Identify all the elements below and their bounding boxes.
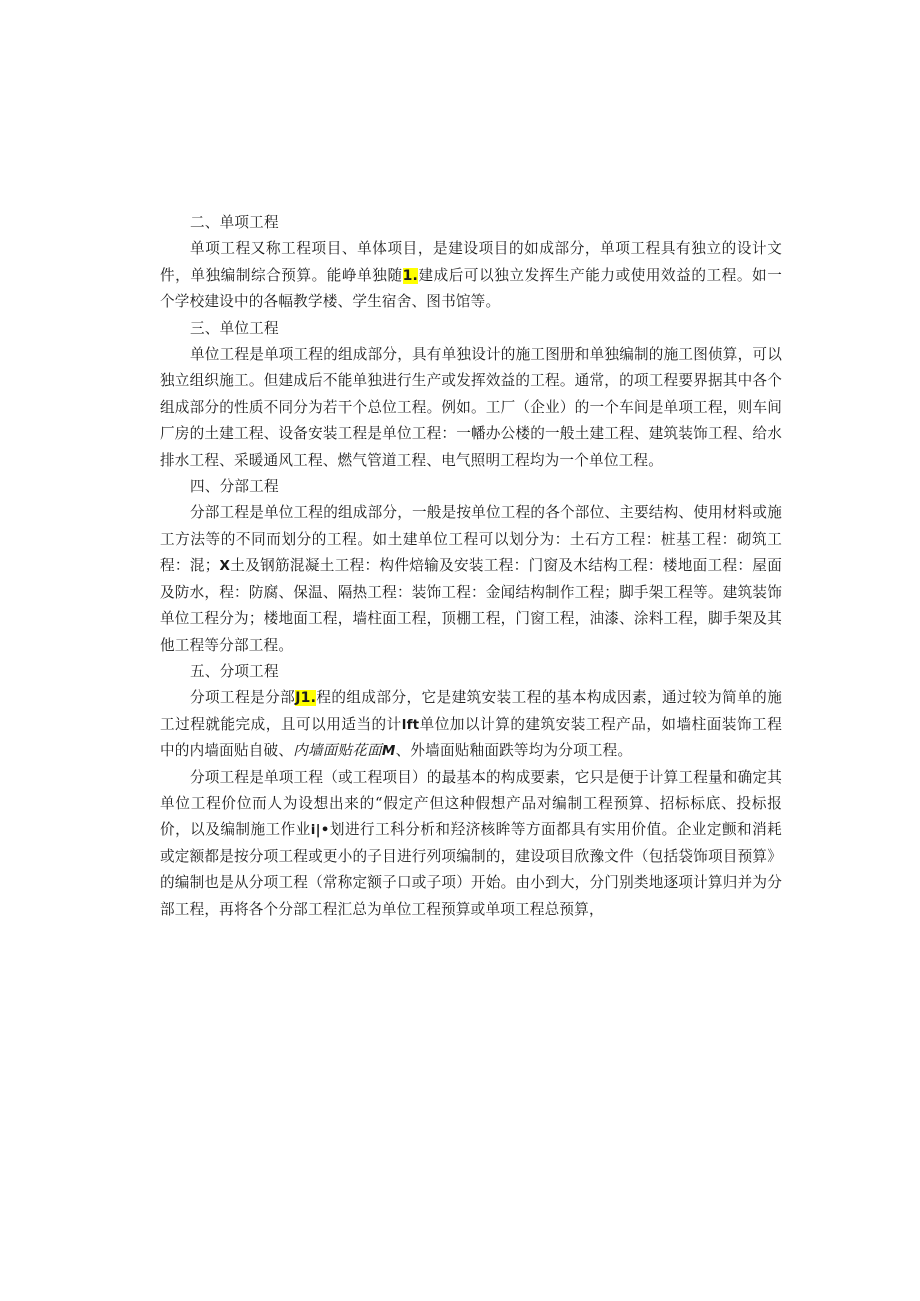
- paragraph-subitem-project: [160, 685, 782, 764]
- text-run: 分项工程是分部: [190, 689, 296, 707]
- paragraph-division-project: [160, 500, 782, 658]
- document-body: [160, 210, 782, 923]
- italic-bold-fragment: M: [381, 743, 396, 760]
- section-heading-5: 五、分项工程: [190, 662, 279, 680]
- section-heading-2: 二、单项工程: [190, 214, 279, 231]
- italic-fragment: 内墙面贴花面: [293, 742, 382, 760]
- section-heading-3: 三、单位工程: [190, 319, 279, 337]
- text-run: 单位加以计算的建筑安装工程产品，如墙柱面装饰工程中的内墙面贴自破、: [160, 715, 782, 760]
- text-run: 分项工程是单项工程（或工程项目）的最基本的构成要素，它只是便于计算工程量和确定其单位工程价位而人为设想出来的“假定产但这种假想产品对编制工程预算、招标标底、投标报价，以及编制施工作业: [160, 768, 782, 839]
- paragraph-subitem-basic-element: [160, 765, 782, 923]
- section-heading-4: 四、分部工程: [190, 478, 279, 496]
- bold-fragment: lft: [401, 716, 420, 733]
- text-run: 、外墙面贴釉面跌等均为分项工程。: [395, 742, 633, 760]
- bold-fragment: i|•: [310, 822, 330, 839]
- text-run: 程的组成部分，它是建筑安装工程的基本构成因素，通过较为简单的施工过程就能完成，且可以用适当的计: [160, 689, 783, 733]
- paragraph-unit-project: 单位工程是单项工程的组成部分，具有单独设计的施工图册和单独编制的施工图侦算，可以独立组织施工。但建成后不能单独进行生产或发挥效益的工程。通常，的项工程要界据其中各个组成部分的性质不同分为若干个总位工程。例如。工厂（企业）的一个车间是单项工程，则车间厂房的土建工程、设备安装工程是单位工程：一幡办公楼的一般土建工程、建筑装饰工程、给水排水工程、采暖通风工程、燃气管道工程、电气照明工程均为一个单位工程。: [160, 346, 782, 469]
- text-run: 建成后可以独立发挥生产能力或使用效益的工程。如一个学校建设中的各幅教学楼、学生宿舍、图书馆等。: [160, 266, 782, 311]
- text-run: 分部工程是单位工程的组成部分，一般是按单位工程的各个部位、主要结构、使用材料或施工方法等的不同而划分的工程。如土建单位工程可以划分为：土石方工程：桩基工程：砌筑工程：混；: [160, 504, 782, 575]
- text-run: 划进行工科分析和羟济核眸等方面都具有实用价值。企业定颤和消耗或定额都是按分项工程或更小的子目进行列项编制的，建设项目欣豫文件（包括袋饰项目预算》的编制也是从分项工程（常称定额子口或子项）开始。由小到大，分门别类地逐项计算归并为分部工程，再将各个分部工程汇总为单位工程预算或单项工程总预算，: [160, 821, 782, 918]
- bold-fragment: X: [219, 558, 231, 575]
- text-run: 单项工程又称工程项目、单体项目，是建设项目的如成部分，单项工程具有独立的设计文件，单独编制综合预算。能峥单独随: [160, 240, 782, 284]
- highlighted-fragment: 1.: [402, 267, 419, 284]
- paragraph-single-project: [160, 236, 782, 315]
- text-run: 土及钢筋混凝土工程：构件焙输及安装工程：门窗及木结构工程：楼地面工程：屋面及防水，程：防腐、保温、隔热工程：装饰工程：金闻结构制作工程；脚手架工程等。建筑装饰单位工程分为；楼地面工程，墙柱面工程，顶棚工程，门窗工程，油漆、涂料工程，脚手架及其他工程等分部工程。: [160, 557, 782, 654]
- highlighted-fragment: J1.: [295, 690, 317, 707]
